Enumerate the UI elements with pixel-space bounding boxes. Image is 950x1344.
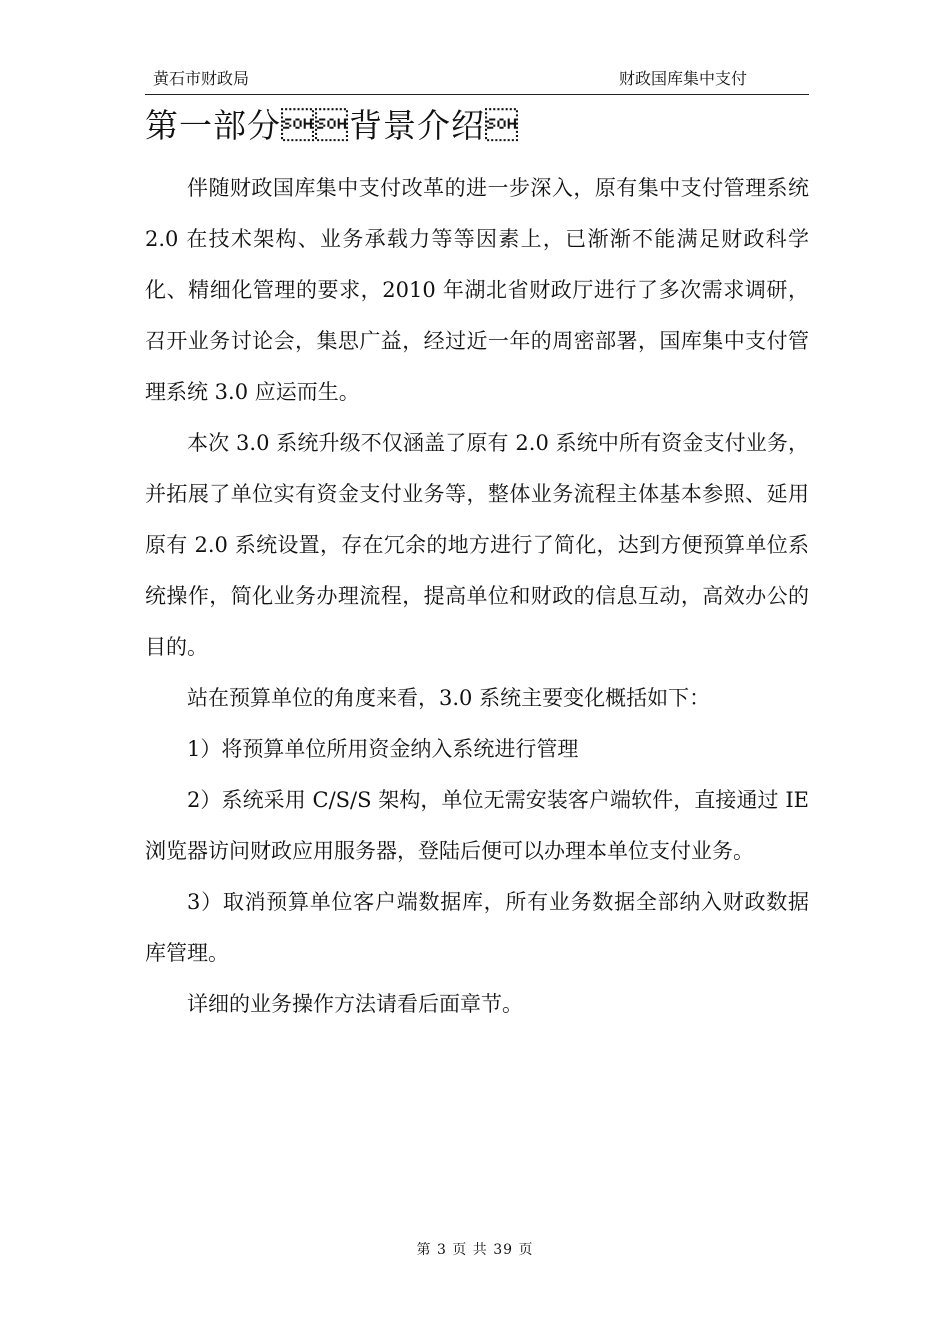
paragraph-upgrade: 本次 3.0 系统升级不仅涵盖了原有 2.0 系统中所有资金支付业务，并拓展了单位实有资金支付业务等，整体业务流程主体基本参照、延用原有 2.0 系统设置，存在冗余的地方进行了简化，达到方便预算单位系统操作，简化业务办理流程，提高单位和财政的信息互动，高效办公的目的。: [145, 431, 809, 659]
list-item-1: 1）将预算单位所用资金纳入系统进行管理: [187, 737, 579, 761]
header-organization: 黄石市财政局: [153, 69, 250, 88]
list-item-3: 3）取消预算单位客户端数据库，所有业务数据全部纳入财政数据库管理。: [145, 890, 809, 965]
paragraph-intro: 伴随财政国库集中支付改革的进一步深入，原有集中支付管理系统 2.0 在技术架构、业务承载力等等因素上，已渐渐不能满足财政科学化、精细化管理的要求，2010 年湖北省财政厅进行了多次需求调研，召开业务讨论会，集思广益，经过近一年的周密部署，国库集中支付管理系统 3.0 应运而生。: [145, 176, 809, 404]
section-title: 第一部分背景介绍: [145, 106, 519, 145]
paragraph-changes-lead: 站在预算单位的角度来看，3.0 系统主要变化概括如下：: [187, 686, 711, 710]
list-item-2: 2）系统采用 C/S/S 架构，单位无需安装客户端软件，直接通过 IE 浏览器访问财政应用服务器，登陆后便可以办理本单位支付业务。: [145, 788, 809, 863]
header-document-title: 财政国库集中支付: [618, 69, 747, 88]
paragraph-closing: 详细的业务操作方法请看后面章节。: [187, 992, 523, 1016]
document-body: [145, 163, 809, 1030]
page-number-footer: 第 3 页 共 39 页: [416, 1242, 534, 1258]
page-header: [145, 64, 809, 95]
